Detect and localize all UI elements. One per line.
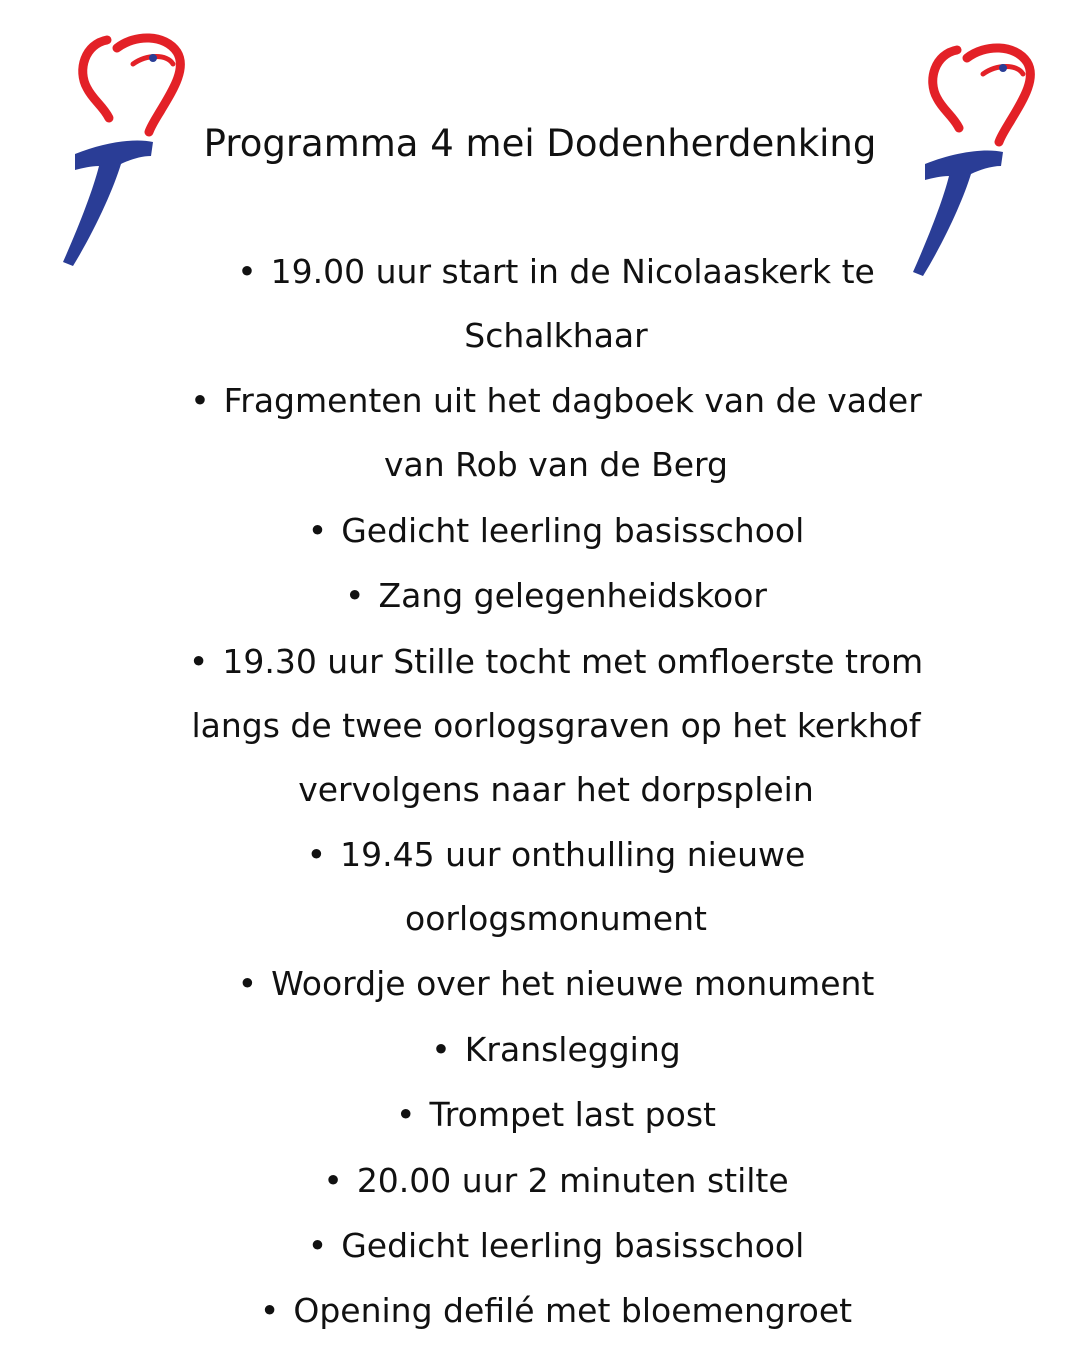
list-item: • Fragmenten uit het dagboek van de vader van Rob van de Berg xyxy=(140,369,940,497)
list-item: • Woordje over het nieuwe monument xyxy=(140,952,940,1016)
page-title: Programma 4 mei Dodenherdenking xyxy=(203,122,877,165)
list-item: • Gedicht leerling basisschool xyxy=(140,1214,940,1278)
list-item: • 19.30 uur Stille tocht met omfloerste trom langs de twee oorlogsgraven op het kerkhof vervolgens naar het dorpsplein xyxy=(140,630,940,822)
list-item: • Kranslegging xyxy=(140,1018,940,1082)
list-item: • Zang gelegenheidskoor xyxy=(140,564,940,628)
list-item: • 19.45 uur onthulling nieuwe oorlogsmonument xyxy=(140,823,940,951)
list-item: • Opening defilé met bloemengroet xyxy=(140,1279,940,1343)
program-list xyxy=(0,240,1080,1345)
list-item: • 19.00 uur start in de Nicolaaskerk te Schalkhaar xyxy=(140,240,940,368)
list-item: • Gedicht leerling basisschool xyxy=(140,499,940,563)
list-item: • Trompet last post xyxy=(140,1083,940,1147)
list-item: • 20.00 uur 2 minuten stilte xyxy=(140,1149,940,1213)
